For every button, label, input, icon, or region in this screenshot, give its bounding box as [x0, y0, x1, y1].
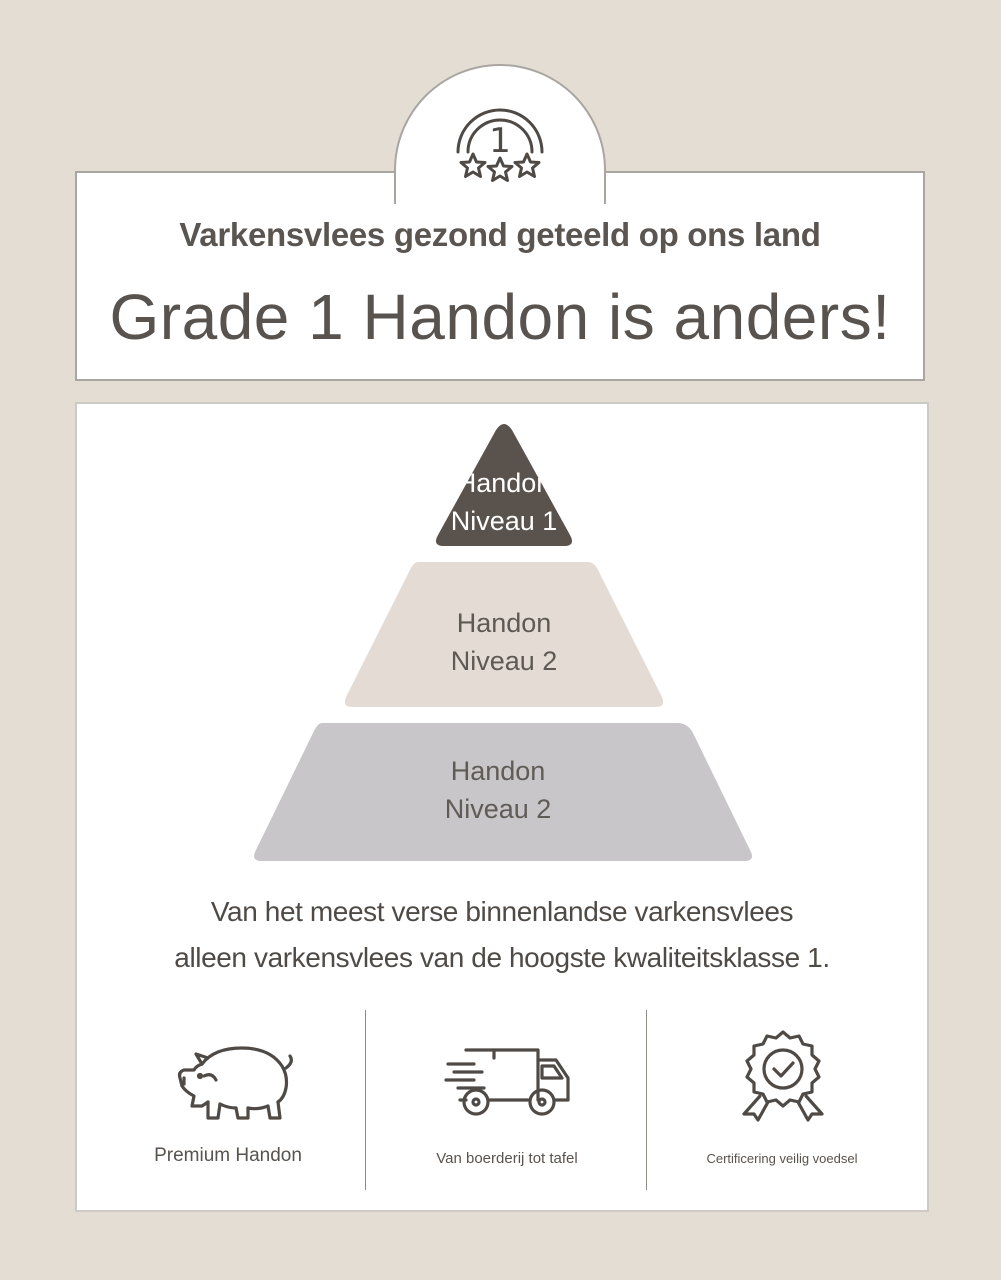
feature-label-food-safety: Certificering veilig voedsel [706, 1151, 858, 1166]
delivery-truck-icon [444, 1046, 572, 1118]
feature-divider [365, 1010, 366, 1190]
header-subtitle: Varkensvlees gezond geteeld op ons land [179, 216, 821, 253]
feature-divider [646, 1010, 647, 1190]
svg-text:1: 1 [489, 121, 511, 161]
page-title: Grade 1 Handon is anders! [109, 281, 891, 353]
pyramid-tier-1-label: Handon Niveau 1 [450, 468, 558, 536]
description-line-2: alleen varkensvlees van de hoogste kwaliteitsklasse 1. [174, 942, 830, 973]
pyramid-tier-2-label: Handon Niveau 2 [450, 608, 558, 676]
pig-icon [174, 1040, 298, 1124]
feature-label-premium: Premium Handon [154, 1145, 302, 1166]
certificate-badge-icon [738, 1030, 828, 1122]
description-line-1: Van het meest verse binnenlandse varkensvlees [210, 896, 794, 927]
feature-label-farm-to-table: Van boerderij tot tafel [436, 1150, 578, 1167]
pyramid-tier-3-label: Handon Niveau 2 [444, 756, 552, 824]
